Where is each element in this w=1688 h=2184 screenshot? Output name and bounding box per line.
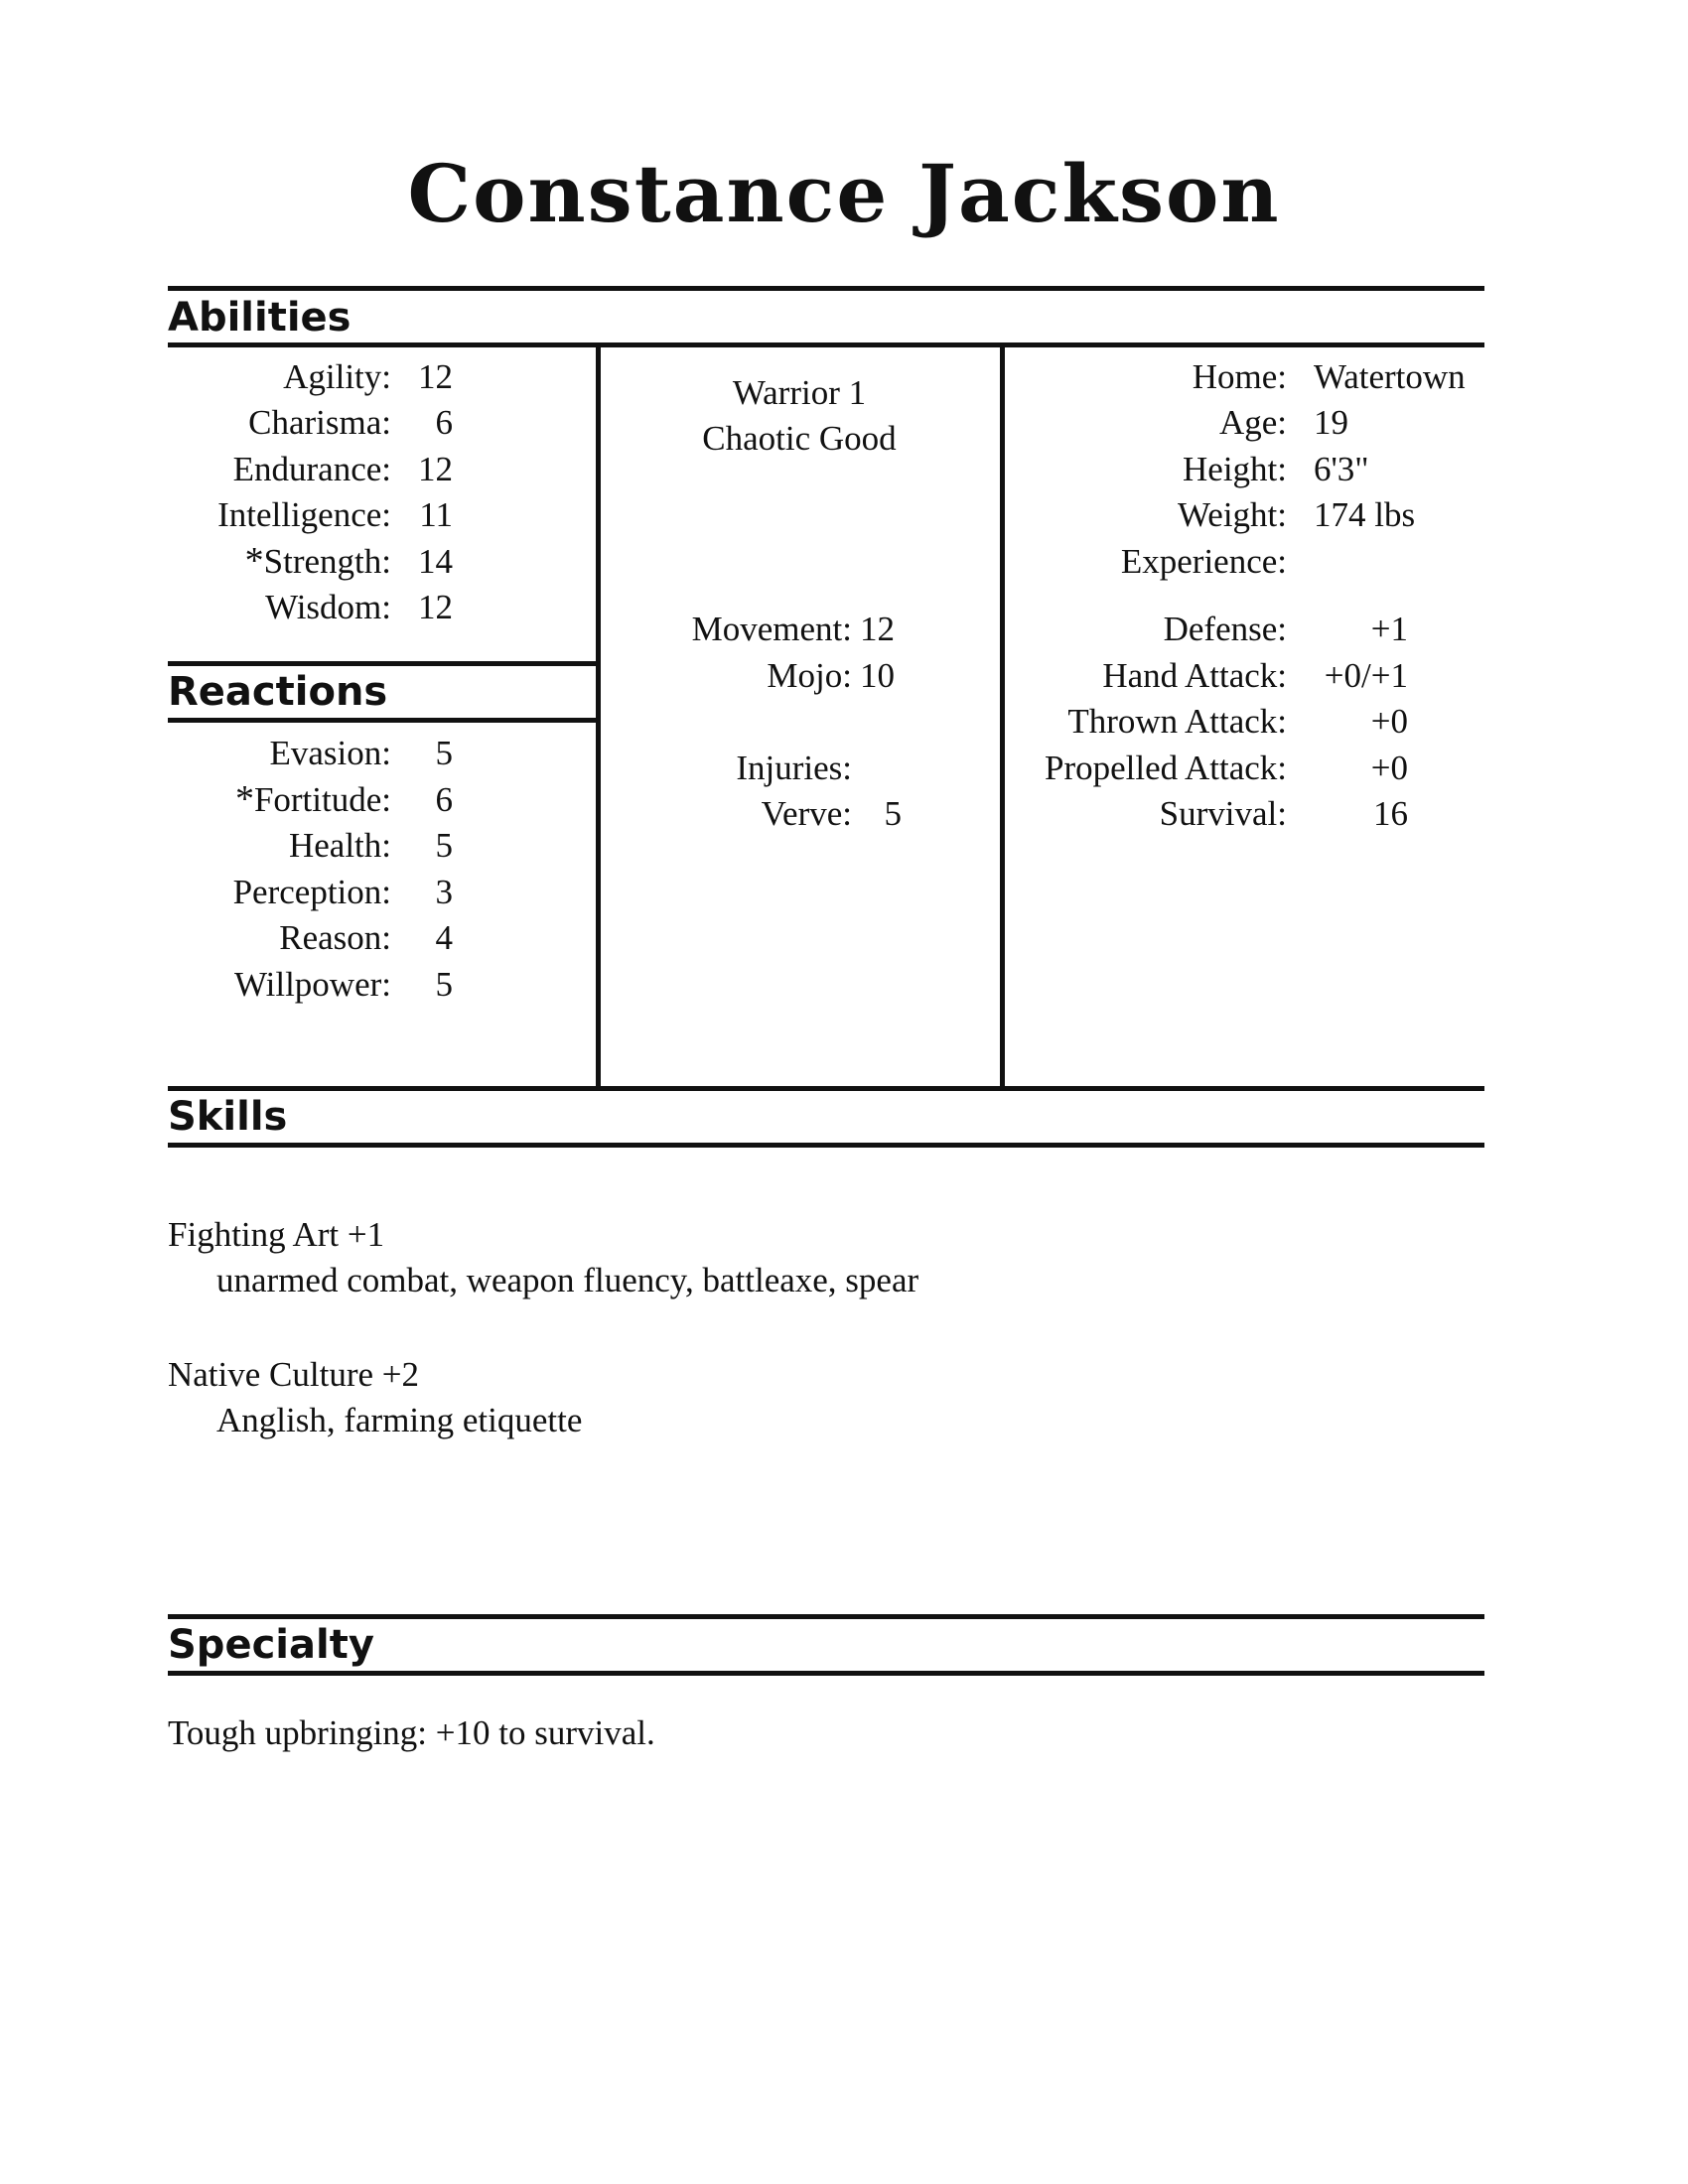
propelled-attack-label: Propelled Attack: — [1045, 749, 1287, 787]
thrown-attack-label: Thrown Attack: — [1067, 702, 1287, 741]
ability-label: Agility: — [283, 357, 391, 396]
verve-value: 5 — [884, 794, 902, 833]
age-value: 19 — [1314, 403, 1348, 442]
ability-value: 14 — [418, 542, 453, 581]
reaction-label: *Fortitude: — [234, 778, 391, 820]
home-label: Home: — [1192, 357, 1287, 396]
reaction-value: 5 — [435, 965, 453, 1004]
reaction-label: Perception: — [232, 873, 391, 911]
weight-label: Weight: — [1178, 495, 1287, 534]
key-reaction-marker: * — [234, 778, 254, 820]
verve-label: Verve: — [761, 794, 852, 833]
height-label: Height: — [1183, 450, 1287, 488]
mojo-value: 10 — [860, 656, 895, 695]
specialty-text: Tough upbringing: +10 to survival. — [168, 1713, 655, 1752]
defense-value: +1 — [1370, 610, 1408, 648]
defense-label: Defense: — [1163, 610, 1287, 648]
ability-label: Wisdom: — [265, 588, 391, 626]
divider — [168, 1086, 1484, 1091]
skill-detail: Anglish, farming etiquette — [216, 1401, 583, 1439]
ability-value: 6 — [435, 403, 453, 442]
reaction-label: Health: — [288, 826, 391, 865]
survival-label: Survival: — [1159, 794, 1287, 833]
reaction-label: Reason: — [279, 918, 391, 957]
reaction-value: 5 — [435, 826, 453, 865]
skill-name: Fighting Art +1 — [168, 1215, 385, 1254]
ability-label: Intelligence: — [217, 495, 391, 534]
reaction-label: Evasion: — [269, 734, 391, 772]
divider — [168, 1614, 1484, 1619]
divider — [168, 1143, 1484, 1148]
hand-attack-label: Hand Attack: — [1102, 656, 1287, 695]
ability-value: 11 — [419, 495, 453, 534]
key-ability-marker: * — [244, 540, 264, 582]
injuries-label: Injuries: — [736, 749, 852, 787]
alignment: Chaotic Good — [702, 419, 897, 458]
reactions-heading: Reactions — [168, 669, 388, 715]
movement-label: Movement: — [691, 610, 852, 648]
thrown-attack-value: +0 — [1370, 702, 1408, 741]
ability-value: 12 — [418, 588, 453, 626]
class-level: Warrior 1 — [732, 373, 867, 412]
height-value: 6'3" — [1314, 450, 1369, 488]
abilities-heading: Abilities — [168, 295, 352, 341]
movement-value: 12 — [860, 610, 895, 648]
divider — [168, 286, 1484, 291]
divider — [168, 342, 1484, 347]
specialty-heading: Specialty — [168, 1622, 374, 1668]
hand-attack-value: +0/+1 — [1324, 656, 1408, 695]
skill-detail: unarmed combat, weapon fluency, battleaxe, spear — [216, 1261, 919, 1299]
ability-value: 12 — [418, 357, 453, 396]
age-label: Age: — [1218, 403, 1287, 442]
divider — [168, 661, 599, 666]
survival-value: 16 — [1373, 794, 1408, 833]
ability-value: 12 — [418, 450, 453, 488]
character-name: Constance Jackson — [407, 147, 1281, 240]
experience-label: Experience: — [1120, 542, 1287, 581]
reaction-value: 4 — [435, 918, 453, 957]
mojo-label: Mojo: — [767, 656, 852, 695]
divider — [168, 1671, 1484, 1676]
divider — [168, 718, 599, 723]
skill-name: Native Culture +2 — [168, 1355, 420, 1394]
ability-label: Charisma: — [248, 403, 391, 442]
reaction-value: 6 — [435, 780, 453, 819]
weight-value: 174 lbs — [1314, 495, 1416, 534]
propelled-attack-value: +0 — [1370, 749, 1408, 787]
ability-label: *Strength: — [244, 540, 391, 582]
ability-label: Endurance: — [232, 450, 391, 488]
reaction-label: Willpower: — [234, 965, 391, 1004]
reaction-value: 3 — [435, 873, 453, 911]
skills-heading: Skills — [168, 1094, 288, 1140]
reaction-value: 5 — [435, 734, 453, 772]
home-value: Watertown — [1314, 357, 1466, 396]
